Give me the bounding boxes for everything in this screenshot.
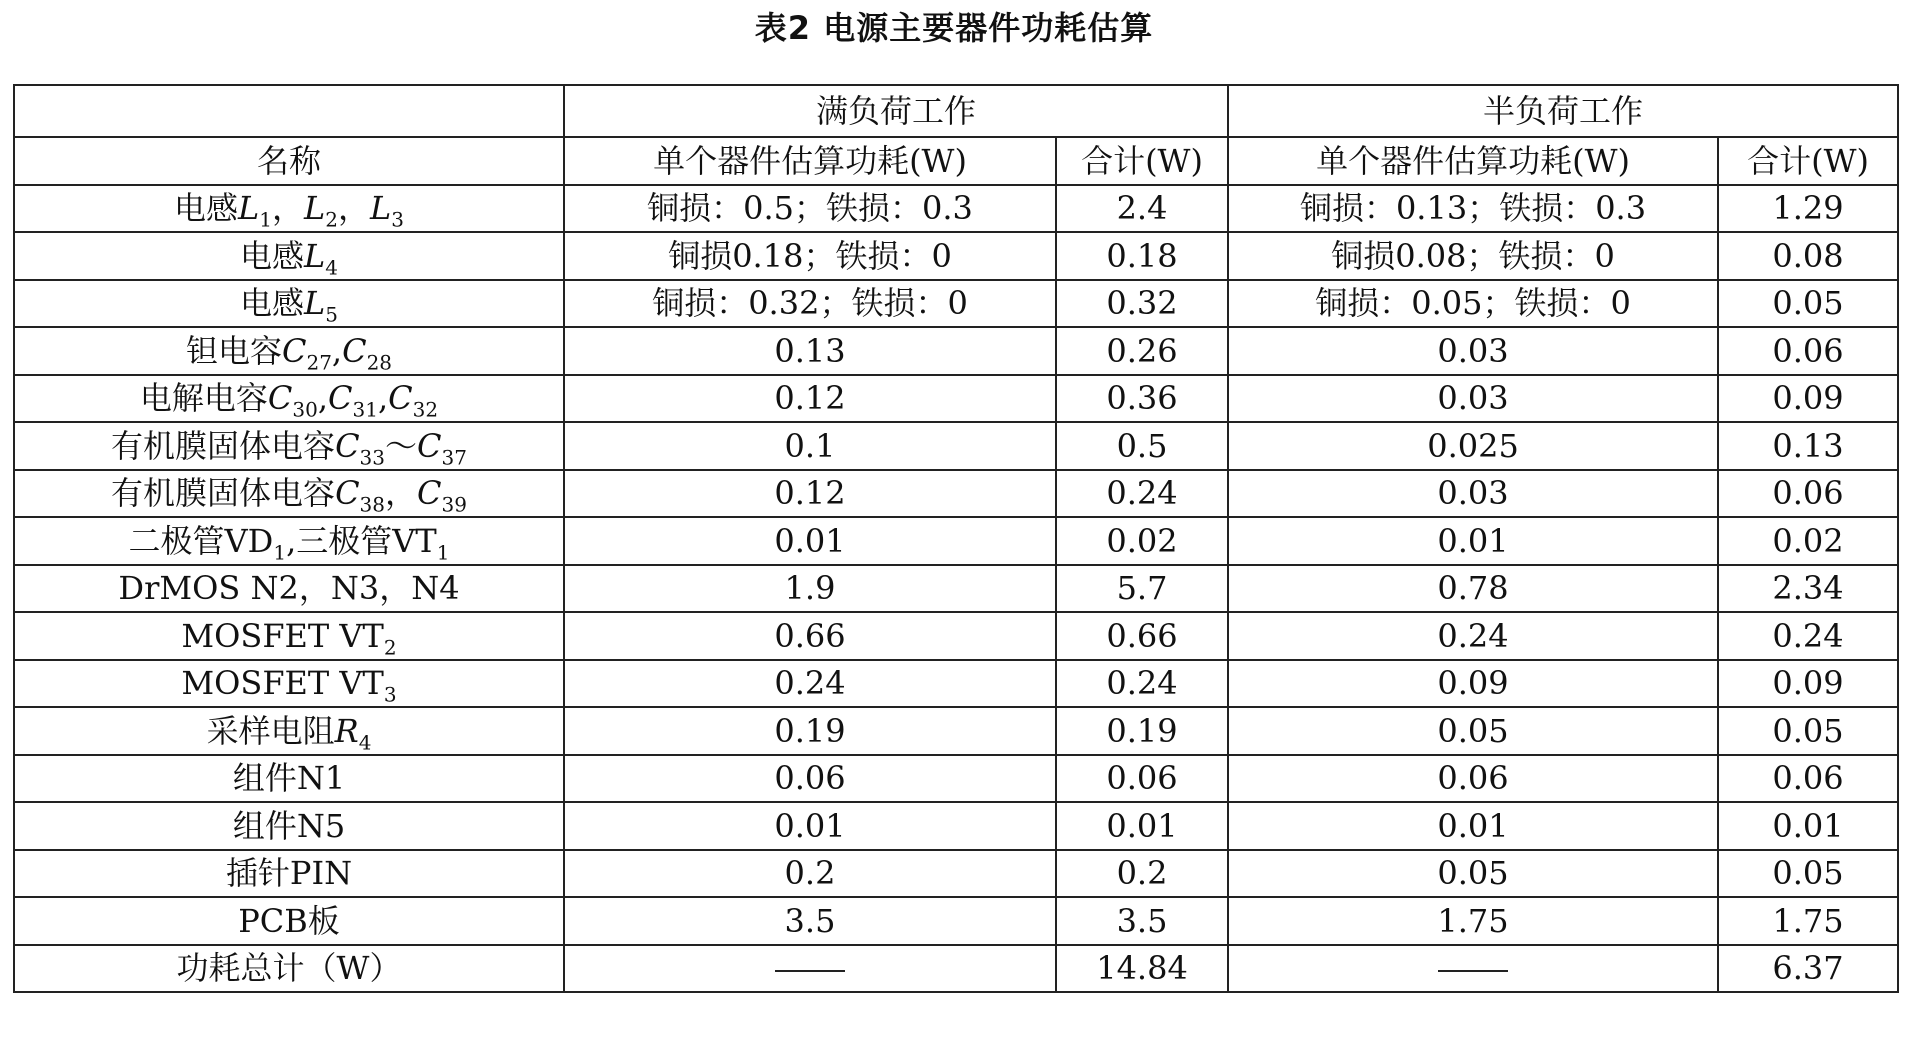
summary-row [14,945,1898,993]
cell-half-total: 0.06 [1718,755,1898,803]
cell-full-total: 0.26 [1056,327,1228,375]
table-row [14,375,1898,423]
cell-full-single: 0.66 [564,612,1056,660]
cell-half-total: 1.75 [1718,897,1898,945]
cell-half-total: 1.29 [1718,185,1898,233]
cell-full-total: 0.32 [1056,280,1228,328]
cell-full-single [564,945,1056,993]
cell-full-single: 0.06 [564,755,1056,803]
cell-full-single: 0.12 [564,375,1056,423]
cell-name: 电感$L_1$，$L_2$，$L_3$ [14,185,564,233]
cell-name: 有机膜固体电容$C_{38}$，$C_{39}$ [14,470,564,518]
table-row [14,327,1898,375]
cell-half-single: 0.06 [1228,755,1718,803]
cell-full-single: 1.9 [564,565,1056,613]
cell-half-total: 0.05 [1718,280,1898,328]
cell-half-total: 0.24 [1718,612,1898,660]
empty-corner-cell [14,85,564,137]
cell-full-single: 铜损：0.32；铁损：0 [564,280,1056,328]
cell-name: 电感$L_4$ [14,232,564,280]
cell-half-total: 0.05 [1718,707,1898,755]
cell-full-total: 0.01 [1056,802,1228,850]
cell-full-total: 0.02 [1056,517,1228,565]
cell-full-total: 0.2 [1056,850,1228,898]
table-row [14,280,1898,328]
cell-full-single: 铜损0.18；铁损：0 [564,232,1056,280]
cell-full-single: 0.01 [564,517,1056,565]
cell-name: 组件N5 [14,802,564,850]
cell-name: MOSFET $VT_2$ [14,612,564,660]
cell-name: PCB板 [14,897,564,945]
table-row [14,612,1898,660]
cell-full-total: 2.4 [1056,185,1228,233]
cell-full-total: 0.06 [1056,755,1228,803]
full-single-column-header: 单个器件估算功耗(W) [564,137,1056,185]
table-row [14,470,1898,518]
cell-half-single: 1.75 [1228,897,1718,945]
cell-full-single: 3.5 [564,897,1056,945]
name-column-header: 名称 [14,137,564,185]
cell-name: 功耗总计（W） [14,945,564,993]
cell-half-single: 0.025 [1228,422,1718,470]
cell-half-single: 铜损0.08；铁损：0 [1228,232,1718,280]
cell-full-single: 铜损：0.5；铁损：0.3 [564,185,1056,233]
cell-half-total: 0.06 [1718,327,1898,375]
cell-full-total: 5.7 [1056,565,1228,613]
cell-half-single: 铜损：0.05；铁损：0 [1228,280,1718,328]
column-header-row [14,137,1898,185]
cell-name: MOSFET $VT_3$ [14,660,564,708]
cell-full-total: 0.66 [1056,612,1228,660]
cell-full-total: 0.36 [1056,375,1228,423]
table-row [14,707,1898,755]
cell-half-single [1228,945,1718,993]
half-load-header: 半负荷工作 [1228,85,1898,137]
cell-half-single: 0.03 [1228,470,1718,518]
cell-half-total: 0.09 [1718,375,1898,423]
cell-full-total: 0.18 [1056,232,1228,280]
table-row [14,660,1898,708]
cell-half-single: 0.05 [1228,850,1718,898]
table-row [14,755,1898,803]
cell-half-total: 0.09 [1718,660,1898,708]
cell-half-single: 0.01 [1228,802,1718,850]
cell-half-single: 0.24 [1228,612,1718,660]
dash-mark [775,970,845,972]
cell-half-total: 0.05 [1718,850,1898,898]
half-total-column-header: 合计(W) [1718,137,1898,185]
cell-half-total: 2.34 [1718,565,1898,613]
cell-name: 插针PIN [14,850,564,898]
table-row [14,802,1898,850]
cell-full-single: 0.12 [564,470,1056,518]
cell-full-total: 3.5 [1056,897,1228,945]
table-title: 表2 电源主要器件功耗估算 [754,9,1154,47]
cell-full-single: 0.24 [564,660,1056,708]
cell-full-total: 0.19 [1056,707,1228,755]
cell-name: 钽电容$C_{27},C_{28}$ [14,327,564,375]
cell-name: 组件N1 [14,755,564,803]
table-row [14,422,1898,470]
cell-half-single: 0.03 [1228,375,1718,423]
cell-half-single: 0.01 [1228,517,1718,565]
cell-full-total: 0.5 [1056,422,1228,470]
table-row [14,232,1898,280]
table-row [14,897,1898,945]
cell-full-single: 0.13 [564,327,1056,375]
table-row [14,565,1898,613]
cell-name: DrMOS N2，N3，N4 [14,565,564,613]
cell-half-total: 6.37 [1718,945,1898,993]
dash-mark [1438,970,1508,972]
cell-name: 有机膜固体电容$C_{33}\sim C_{37}$ [14,422,564,470]
power-consumption-table [13,84,1899,993]
cell-full-single: 0.1 [564,422,1056,470]
cell-name: 电解电容$C_{30},C_{31},C_{32}$ [14,375,564,423]
cell-half-total: 0.08 [1718,232,1898,280]
cell-name: 二极管$VD_1$,三极管$VT_1$ [14,517,564,565]
cell-name: 采样电阻$R_4$ [14,707,564,755]
half-single-column-header: 单个器件估算功耗(W) [1228,137,1718,185]
cell-half-total: 0.06 [1718,470,1898,518]
group-header-row [14,85,1898,137]
full-load-header: 满负荷工作 [564,85,1228,137]
cell-half-total: 0.02 [1718,517,1898,565]
cell-half-single: 0.78 [1228,565,1718,613]
cell-name: 电感$L_5$ [14,280,564,328]
cell-half-single: 0.09 [1228,660,1718,708]
cell-half-single: 0.03 [1228,327,1718,375]
cell-full-total: 0.24 [1056,660,1228,708]
cell-full-total: 14.84 [1056,945,1228,993]
cell-full-single: 0.01 [564,802,1056,850]
cell-half-single: 铜损：0.13；铁损：0.3 [1228,185,1718,233]
cell-half-single: 0.05 [1228,707,1718,755]
table-row [14,517,1898,565]
table-row [14,185,1898,233]
table-row [14,850,1898,898]
full-total-column-header: 合计(W) [1056,137,1228,185]
cell-full-single: 0.2 [564,850,1056,898]
cell-half-total: 0.13 [1718,422,1898,470]
cell-full-total: 0.24 [1056,470,1228,518]
cell-half-total: 0.01 [1718,802,1898,850]
cell-full-single: 0.19 [564,707,1056,755]
